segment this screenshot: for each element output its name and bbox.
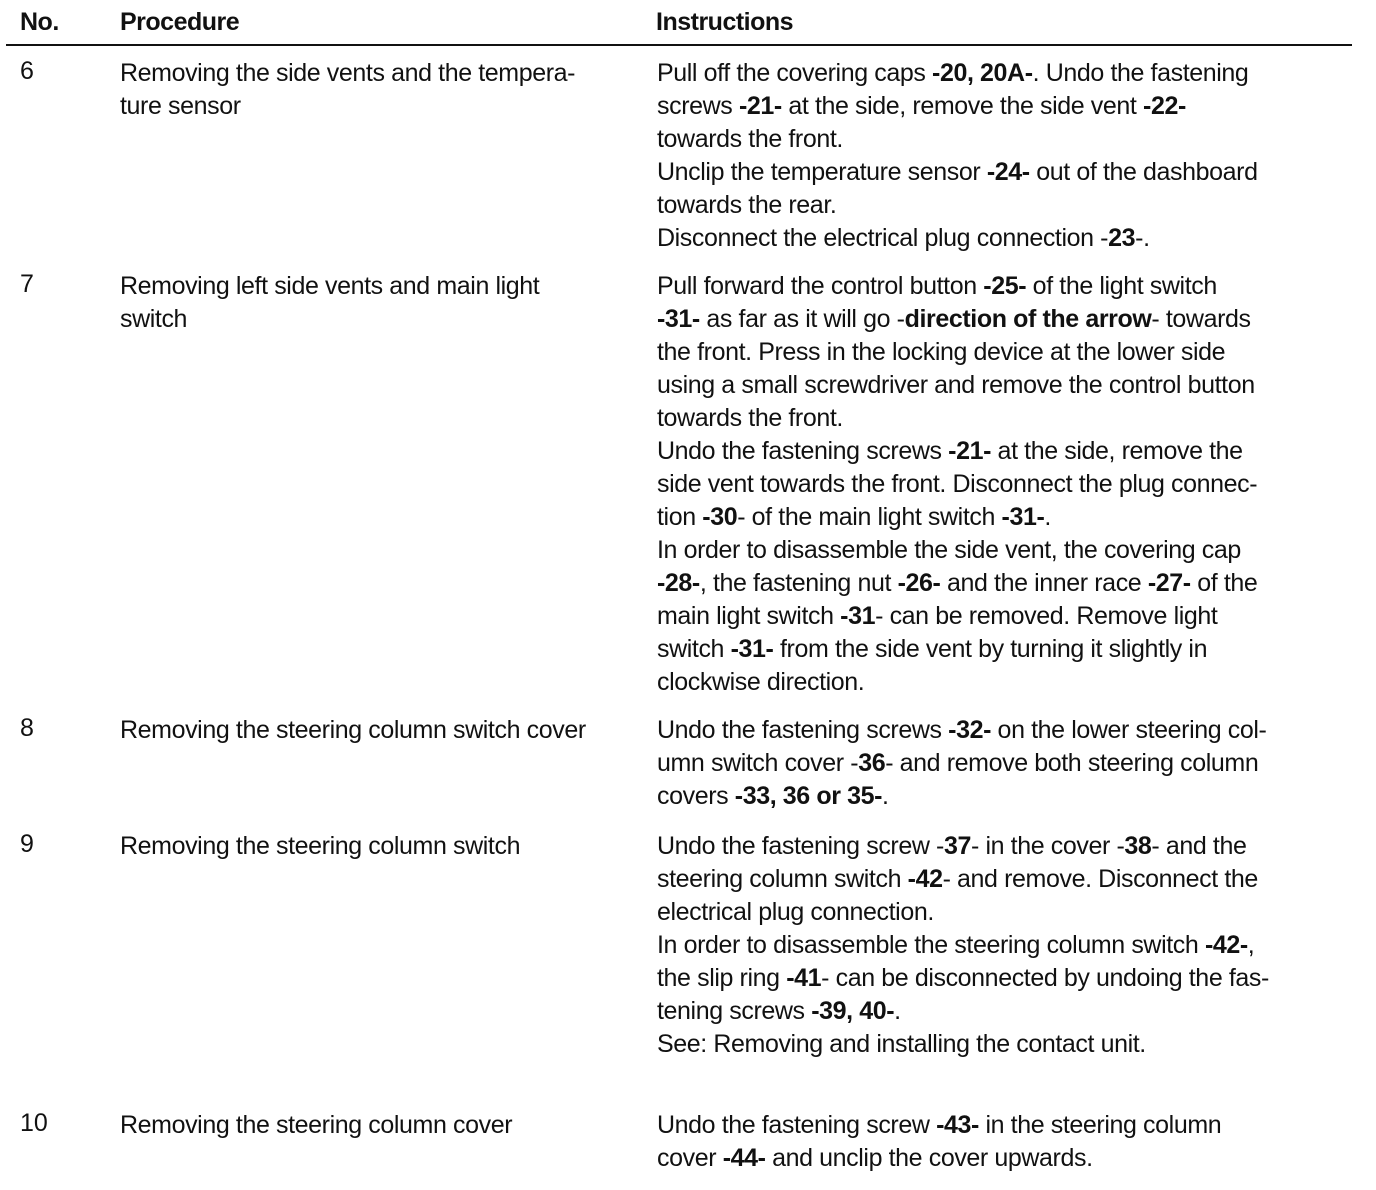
instruction-text: out of the dashboard xyxy=(1029,158,1258,186)
instruction-text: tening screws xyxy=(657,997,812,1025)
procedure-line: ture sensor xyxy=(120,92,241,120)
procedure-line: Removing the side vents and the tempera- xyxy=(120,59,576,87)
part-reference: -31- xyxy=(730,635,774,663)
instruction-text: and the inner race xyxy=(940,569,1148,597)
column-header-instructions: Instructions xyxy=(656,8,794,36)
part-reference: -26- xyxy=(897,569,941,597)
part-reference: -33, 36 or 35- xyxy=(734,782,883,810)
row-number: 7 xyxy=(20,270,34,298)
instruction-text: cover xyxy=(657,1144,723,1172)
part-reference: 38 xyxy=(1124,832,1152,860)
instruction-text: covers xyxy=(657,782,735,810)
part-reference: -28- xyxy=(657,569,700,597)
instruction-text: towards the front. xyxy=(657,404,843,432)
instruction-text: , xyxy=(1247,931,1255,959)
instruction-line xyxy=(657,863,1357,896)
part-reference: -43- xyxy=(936,1111,979,1139)
instruction-text: towards the front. xyxy=(657,125,843,153)
procedure-cell xyxy=(120,1109,640,1142)
part-reference: -41 xyxy=(786,964,822,992)
instruction-text: Pull off the covering caps xyxy=(657,59,933,87)
instruction-line xyxy=(657,747,1357,780)
part-reference: -32- xyxy=(948,716,992,744)
procedure-cell xyxy=(120,830,640,863)
instruction-text: Unclip the temperature sensor xyxy=(657,158,987,186)
instruction-text: on the lower steering col- xyxy=(991,716,1267,744)
instruction-line xyxy=(657,303,1357,336)
part-reference: 37 xyxy=(943,832,971,860)
instruction-line xyxy=(657,369,1357,402)
instruction-text: Undo the fastening screw xyxy=(657,1111,937,1139)
instruction-text: switch xyxy=(657,635,731,663)
instructions-cell xyxy=(657,1109,1357,1175)
procedure-line: Removing left side vents and main light xyxy=(120,272,540,300)
instruction-line xyxy=(657,600,1357,633)
instructions-cell xyxy=(657,270,1357,699)
instruction-line xyxy=(657,666,1357,699)
instruction-text: the front. Press in the locking device at the lower side xyxy=(657,338,1226,366)
instruction-text: . Undo the fastening xyxy=(1032,59,1249,87)
instruction-text: . xyxy=(894,997,901,1025)
part-reference: direction of the arrow xyxy=(904,305,1152,333)
instruction-line xyxy=(657,1142,1357,1175)
instruction-line xyxy=(657,90,1357,123)
part-reference: 36 xyxy=(858,749,886,777)
instruction-text: Pull forward the control button xyxy=(657,272,984,300)
instruction-text: -. xyxy=(1135,224,1150,252)
instruction-text: as far as it will go - xyxy=(699,305,905,333)
instruction-line xyxy=(657,534,1357,567)
instruction-text: Undo the fastening screws xyxy=(657,437,949,465)
part-reference: -31- xyxy=(1001,503,1045,531)
column-header-procedure: Procedure xyxy=(120,8,240,36)
procedure-line: Removing the steering column switch cover xyxy=(120,716,586,744)
instruction-line xyxy=(657,567,1357,600)
table-header xyxy=(0,4,1376,42)
procedure-cell xyxy=(120,270,640,336)
part-reference: -42 xyxy=(907,865,943,893)
instruction-line xyxy=(657,780,1357,813)
instruction-line xyxy=(657,189,1357,222)
instruction-line xyxy=(657,995,1357,1028)
instruction-line xyxy=(657,714,1357,747)
procedure-cell xyxy=(120,57,640,123)
part-reference: -21- xyxy=(948,437,992,465)
instruction-text: screws xyxy=(657,92,739,120)
instruction-text: In order to disassemble the side vent, the covering cap xyxy=(657,536,1241,564)
instruction-text: of the light switch xyxy=(1026,272,1217,300)
row-number: 6 xyxy=(20,57,34,85)
instruction-text: - can be disconnected by undoing the fas- xyxy=(821,964,1269,992)
part-reference: -31 xyxy=(840,602,876,630)
row-number: 10 xyxy=(20,1109,48,1137)
instruction-line xyxy=(657,402,1357,435)
part-reference: -27- xyxy=(1147,569,1191,597)
instruction-line xyxy=(657,1109,1357,1142)
instruction-line xyxy=(657,929,1357,962)
instruction-text: electrical plug connection. xyxy=(657,898,934,926)
header-divider xyxy=(6,44,1352,46)
part-reference: -44- xyxy=(722,1144,766,1172)
instruction-text: of the xyxy=(1190,569,1258,597)
part-reference: -24- xyxy=(986,158,1030,186)
instructions-cell xyxy=(657,714,1357,813)
instruction-text: umn switch cover - xyxy=(657,749,859,777)
instruction-text: . xyxy=(1044,503,1051,531)
instruction-line xyxy=(657,1028,1357,1061)
instruction-text: - and remove. Disconnect the xyxy=(942,865,1258,893)
instruction-text: the slip ring xyxy=(657,964,787,992)
instruction-line xyxy=(657,830,1357,863)
row-number: 8 xyxy=(20,714,34,742)
instruction-text: from the side vent by turning it slightly in xyxy=(773,635,1208,663)
instruction-line xyxy=(657,962,1357,995)
part-reference: -21- xyxy=(738,92,782,120)
instruction-text: at the side, remove the xyxy=(991,437,1243,465)
part-reference: 23 xyxy=(1108,224,1136,252)
instruction-text: Disconnect the electrical plug connection - xyxy=(657,224,1109,252)
instruction-line xyxy=(657,501,1357,534)
part-reference: -31- xyxy=(657,305,700,333)
instruction-line xyxy=(657,468,1357,501)
instruction-text: tion xyxy=(657,503,703,531)
instruction-line xyxy=(657,57,1357,90)
instruction-text: and unclip the cover upwards. xyxy=(765,1144,1093,1172)
instruction-text: Undo the fastening screw - xyxy=(657,832,944,860)
procedure-cell xyxy=(120,714,640,747)
instruction-line xyxy=(657,222,1357,255)
instruction-text: steering column switch xyxy=(657,865,908,893)
instruction-text: side vent towards the front. Disconnect the plug connec- xyxy=(657,470,1258,498)
part-reference: -22- xyxy=(1143,92,1186,120)
part-reference: -42- xyxy=(1204,931,1248,959)
instruction-text: - and remove both steering column xyxy=(885,749,1259,777)
instruction-line xyxy=(657,336,1357,369)
instruction-text: in the steering column xyxy=(978,1111,1222,1139)
part-reference: -30 xyxy=(702,503,738,531)
instruction-text: clockwise direction. xyxy=(657,668,865,696)
part-reference: -20, 20A- xyxy=(932,59,1033,87)
column-header-no: No. xyxy=(20,8,59,36)
instruction-text: using a small screwdriver and remove the control button xyxy=(657,371,1255,399)
instructions-cell xyxy=(657,57,1357,255)
instruction-line xyxy=(657,896,1357,929)
instructions-cell xyxy=(657,830,1357,1061)
instruction-line xyxy=(657,156,1357,189)
instruction-text: - towards xyxy=(1151,305,1251,333)
instruction-text: - can be removed. Remove light xyxy=(875,602,1218,630)
procedure-line: Removing the steering column cover xyxy=(120,1111,513,1139)
instruction-text: at the side, remove the side vent xyxy=(781,92,1144,120)
part-reference: -25- xyxy=(983,272,1027,300)
instruction-line xyxy=(657,270,1357,303)
instruction-text: - in the cover - xyxy=(971,832,1125,860)
instruction-line xyxy=(657,435,1357,468)
instruction-text: , the fastening nut xyxy=(699,569,898,597)
instruction-text: In order to disassemble the steering column switch xyxy=(657,931,1205,959)
instruction-text: Undo the fastening screws xyxy=(657,716,949,744)
instruction-line xyxy=(657,123,1357,156)
row-number: 9 xyxy=(20,830,34,858)
procedure-line: Removing the steering column switch xyxy=(120,832,521,860)
instruction-text: - of the main light switch xyxy=(737,503,1002,531)
instruction-line xyxy=(657,633,1357,666)
instruction-text: See: Removing and installing the contact unit. xyxy=(657,1030,1146,1058)
procedure-line: switch xyxy=(120,305,188,333)
instruction-text: - and the xyxy=(1151,832,1247,860)
instruction-text: main light switch xyxy=(657,602,841,630)
part-reference: -39, 40- xyxy=(811,997,895,1025)
instruction-text: towards the rear. xyxy=(657,191,837,219)
instruction-text: . xyxy=(882,782,889,810)
